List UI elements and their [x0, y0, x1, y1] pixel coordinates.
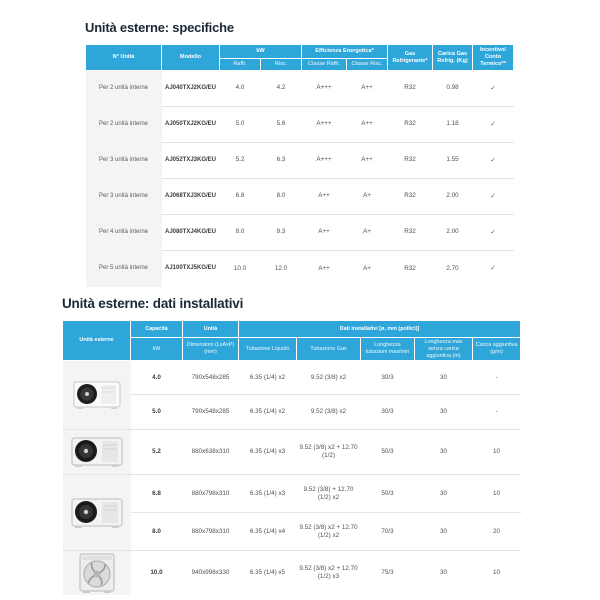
cell-classe-raffr: A+++ [302, 143, 347, 179]
cell-classe-risc: A+ [347, 179, 388, 215]
cell-unit-image [63, 430, 131, 475]
cell-kw-risc: 12.0 [261, 251, 302, 287]
dati-installativi-table [62, 320, 521, 595]
outdoor-unit-large-image [76, 552, 118, 594]
cell-capacita: 5.0 [131, 395, 183, 430]
cell-tubazione-gas: 9.52 (3/8) x2 [310, 373, 347, 381]
cell-modello: AJ100TXJ5KG/EU [162, 251, 220, 287]
col-header-classe-raffr: Classe Raffr. [302, 59, 347, 71]
table-row [63, 551, 521, 596]
cell-gas: R32 [388, 215, 433, 251]
cell-n-unita: Per 4 unità interne [86, 215, 162, 251]
cell-tubazione-liquido: 6.35 (1/4) x2 [249, 373, 286, 381]
cell-carica-aggiuntiva: 10 [473, 430, 521, 475]
cell-carica-gas: 1.55 [433, 143, 473, 179]
cell-incentivo-check: ✓ [473, 107, 514, 143]
cell-classe-raffr: A++ [302, 251, 347, 287]
cell-incentivo-check: ✓ [473, 179, 514, 215]
cell-classe-risc: A+ [347, 215, 388, 251]
cell-tubazione-liquido: 6.35 (1/4) x2 [239, 395, 297, 430]
cell-carica-aggiuntiva: 20 [473, 513, 521, 551]
cell-lunghezza-max: 30 [415, 513, 473, 551]
cell-lunghezza-tubazioni: 75/3 [361, 551, 415, 596]
table-row [86, 107, 514, 143]
cell-capacita: 4.0 [152, 373, 161, 381]
col-header-lunghezza-tubazioni: Lunghezza tubazioni max/min [361, 338, 415, 361]
cell-tubazione-gas: 9.52 (3/8) x2 + 12.70 (1/2) x3 [297, 551, 361, 596]
cell-lunghezza-tubazioni: 70/3 [361, 513, 415, 551]
cell-kw-risc: 5.6 [261, 107, 302, 143]
table-row [63, 513, 521, 551]
table-row [63, 361, 521, 395]
cell-lunghezza-tubazioni: 50/3 [361, 430, 415, 475]
cell-dimensioni: 880x798x310 [183, 513, 239, 551]
cell-tubazione-gas: 9.52 (3/8) x2 + 12.70 (1/2) x2 [297, 513, 361, 551]
cell-modello: AJ080TXJ4KG/EU [162, 215, 220, 251]
cell-classe-raffr: A+++ [302, 107, 347, 143]
cell-classe-risc: A+ [347, 251, 388, 287]
cell-modello: AJ050TXJ2KG/EU [162, 107, 220, 143]
cell-gas: R32 [388, 179, 433, 215]
cell-classe-risc: A++ [361, 84, 373, 92]
table-row [63, 430, 521, 475]
cell-tubazione-gas: 9.52 (3/8) x2 + 12.70 (1/2) [297, 430, 361, 475]
cell-kw-raffr: 8.0 [220, 215, 261, 251]
cell-carica-aggiuntiva: 10 [473, 475, 521, 513]
cell-lunghezza-tubazioni: 30/3 [361, 395, 415, 430]
cell-lunghezza-tubazioni: 50/3 [361, 475, 415, 513]
cell-tubazione-liquido: 6.35 (1/4) x3 [239, 475, 297, 513]
cell-dimensioni: 880x638x310 [183, 430, 239, 475]
cell-unit-image [63, 551, 131, 596]
cell-capacita: 5.2 [131, 430, 183, 475]
cell-modello: AJ068TXJ3KG/EU [162, 179, 220, 215]
cell-incentivo-check: ✓ [473, 215, 514, 251]
cell-classe-risc: A++ [347, 107, 388, 143]
cell-kw-risc: 4.2 [276, 84, 286, 92]
cell-kw-raffr: 4.0 [235, 84, 245, 92]
col-header-incentivo: Incentivo/ Conto Termico** [473, 45, 514, 71]
cell-n-unita: Per 3 unità interne [86, 143, 162, 179]
outdoor-unit-small-image [71, 379, 123, 411]
table-row [86, 71, 514, 107]
cell-classe-raffr: A++ [302, 179, 347, 215]
cell-kw-risc: 8.0 [261, 179, 302, 215]
cell-gas: R32 [388, 107, 433, 143]
cell-classe-raffr: A++ [302, 215, 347, 251]
col-header-classe-risc: Classe Risc. [347, 59, 388, 71]
cell-lunghezza-max: 30 [439, 373, 447, 381]
cell-kw-raffr: 10.0 [220, 251, 261, 287]
section-title-specifiche: Unità esterne: specifiche [85, 20, 234, 35]
outdoor-unit-mid-image [69, 435, 125, 469]
cell-carica-aggiuntiva: 10 [473, 551, 521, 596]
col-header-unita-esterne: Unità esterne [63, 321, 131, 361]
cell-lunghezza-max: 30 [415, 551, 473, 596]
cell-carica-gas: 2.00 [433, 215, 473, 251]
cell-gas: R32 [404, 84, 416, 92]
col-header-dimensioni: Dimensioni (LxAxP) (mm) [183, 338, 239, 361]
col-header-efficienza: Efficienza Energetica* [302, 45, 388, 59]
col-header-gas: Gas Refrigerante* [388, 45, 433, 71]
cell-kw-raffr: 5.0 [220, 107, 261, 143]
cell-lunghezza-max: 30 [415, 395, 473, 430]
col-header-tubazione-liquido: Tubazione Liquido [239, 338, 297, 361]
col-header-tubazione-gas: Tubazione Gas [297, 338, 361, 361]
cell-classe-raffr: A+++ [316, 84, 332, 92]
col-header-kw: kW [220, 45, 302, 59]
table-row [86, 143, 514, 179]
col-header-carica-aggiuntiva: Carica aggiuntiva (g/m) [473, 338, 521, 361]
cell-n-unita: Per 3 unità interne [86, 179, 162, 215]
cell-kw-raffr: 6.8 [220, 179, 261, 215]
cell-carica-aggiuntiva: - [473, 395, 521, 430]
specifiche-table-body [86, 71, 514, 287]
col-header-unita: Unità [183, 321, 239, 338]
table-row [86, 251, 514, 287]
cell-classe-risc: A++ [347, 143, 388, 179]
specifiche-table [85, 44, 514, 287]
cell-carica-gas: 2.00 [433, 179, 473, 215]
outdoor-unit-mid-image [69, 496, 125, 530]
cell-n-unita: Per 2 unità interne [86, 71, 162, 107]
table-row [63, 475, 521, 513]
cell-tubazione-liquido: 6.35 (1/4) x4 [239, 513, 297, 551]
col-header-capacita: Capacità [131, 321, 183, 338]
cell-tubazione-liquido: 6.35 (1/4) x3 [239, 430, 297, 475]
dati-table-header [63, 321, 521, 361]
col-header-raffr: Raffr. [220, 59, 261, 71]
cell-lunghezza-tubazioni: 30/3 [381, 373, 394, 381]
col-header-carica: Carica Gas Refrig. (Kg) [433, 45, 473, 71]
cell-gas: R32 [388, 251, 433, 287]
cell-gas: R32 [388, 143, 433, 179]
col-header-capacita-kw: kW [131, 338, 183, 361]
cell-capacita: 6.8 [131, 475, 183, 513]
cell-capacita: 8.0 [131, 513, 183, 551]
col-header-dati-installativi: Dati installativi [ø, mm (pollici)] [239, 321, 521, 338]
cell-modello: AJ040TXJ2KG/EU [164, 84, 217, 91]
cell-incentivo-check: ✓ [490, 84, 496, 92]
cell-dimensioni: 880x798x310 [183, 475, 239, 513]
section-title-dati-installativi: Unità esterne: dati installativi [62, 296, 244, 311]
cell-dimensioni: 940x998x330 [183, 551, 239, 596]
cell-incentivo-check: ✓ [473, 143, 514, 179]
cell-carica-gas: 0.98 [446, 84, 459, 92]
cell-tubazione-liquido: 6.35 (1/4) x5 [239, 551, 297, 596]
cell-lunghezza-max: 30 [415, 430, 473, 475]
table-row [63, 395, 521, 430]
cell-unit-image [63, 475, 131, 551]
col-header-modello: Modello [162, 45, 220, 71]
col-header-risc: Risc. [261, 59, 302, 71]
cell-carica-aggiuntiva: - [495, 373, 498, 381]
cell-n-unita: Per 5 unità interne [86, 251, 162, 287]
cell-dimensioni: 790x548x285 [191, 373, 230, 381]
table-row [86, 179, 514, 215]
table-row [86, 215, 514, 251]
cell-carica-gas: 1.18 [433, 107, 473, 143]
cell-kw-risc: 6.3 [261, 143, 302, 179]
cell-lunghezza-max: 30 [415, 475, 473, 513]
specifiche-table-header [86, 45, 514, 71]
cell-tubazione-gas: 9.52 (3/8) x2 [297, 395, 361, 430]
dati-table-body [63, 361, 521, 596]
cell-incentivo-check: ✓ [473, 251, 514, 287]
col-header-n-unita: N° Unità [86, 45, 162, 71]
col-header-lunghezza-max: Lunghezza max senza carica aggiuntiva (m) [415, 338, 473, 361]
cell-carica-gas: 2.70 [433, 251, 473, 287]
cell-dimensioni: 790x548x285 [183, 395, 239, 430]
cell-tubazione-gas: 9.52 (3/8) + 12.70 (1/2) x2 [297, 475, 361, 513]
cell-unit-image [63, 361, 131, 430]
cell-capacita: 10.0 [131, 551, 183, 596]
cell-kw-risc: 9.3 [261, 215, 302, 251]
cell-modello: AJ052TXJ3KG/EU [162, 143, 220, 179]
cell-kw-raffr: 5.2 [220, 143, 261, 179]
cell-n-unita: Per 2 unità interne [86, 107, 162, 143]
